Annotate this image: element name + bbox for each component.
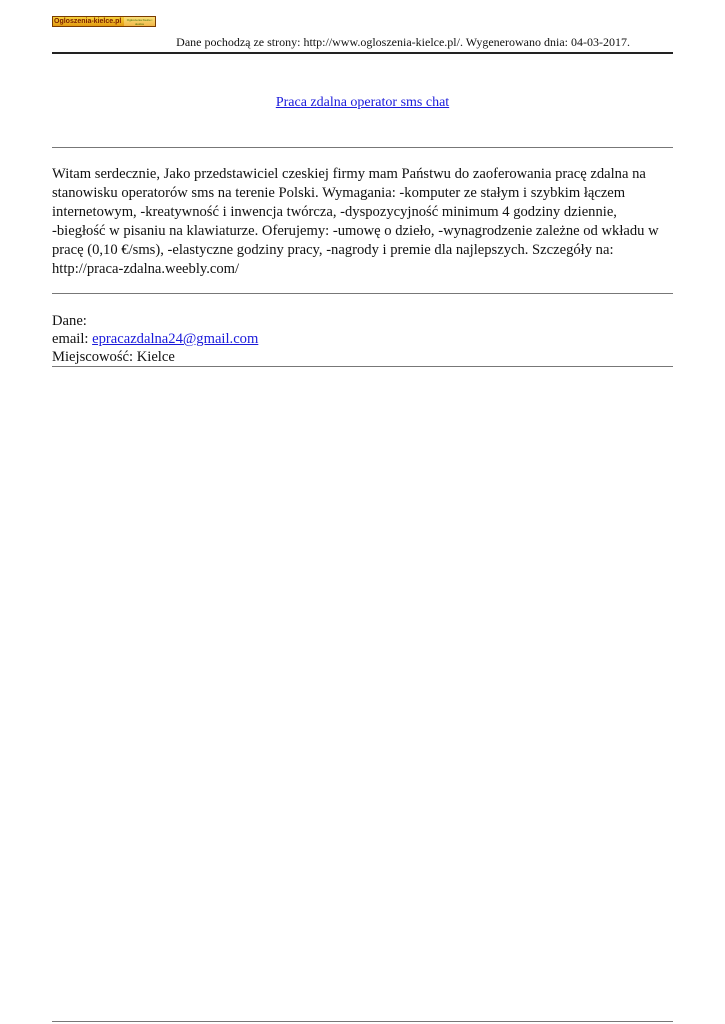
location-value: Kielce xyxy=(136,349,175,365)
location-row xyxy=(52,348,673,366)
ad-body-line: stanowisku operatorów sms na terenie Polski. Wymagania: -komputer ze stałym i szybkim łączem xyxy=(52,185,626,201)
source-info: Dane pochodzą ze strony: http://www.ogloszenia-kielce.pl/. Wygenerowano dnia: 04-03-2017. xyxy=(176,35,630,49)
site-logo xyxy=(52,16,156,27)
footer-divider xyxy=(52,1021,673,1022)
location-label: Miejscowość: xyxy=(52,349,137,365)
ad-body-line: internetowym, -kreatywność i inwencja twórcza, -dyspozycyjność minimum 4 godziny dziennie, xyxy=(52,204,617,220)
ad-body-line: pracę (0,10 €/sms), -elastyczne godziny pracy, -nagrody i premie dla najlepszych. Szczegóły na: xyxy=(52,242,614,258)
email-label: email: xyxy=(52,331,93,347)
title-divider xyxy=(52,147,673,148)
header-divider xyxy=(52,52,673,54)
logo-tagline: Ogłoszenia Kielce i okolice xyxy=(124,17,155,26)
ad-title-link[interactable]: Praca zdalna operator sms chat xyxy=(275,95,450,110)
email-link[interactable]: epracazdalna24@gmail.com xyxy=(92,331,259,347)
ad-title xyxy=(52,94,673,111)
contact-details xyxy=(52,312,673,366)
ad-body-line: Witam serdecznie, Jako przedstawiciel czeskiej firmy mam Państwu do zaoferowania pracę zdalna na xyxy=(52,166,646,182)
logo-name: Ogloszenia-kielce.pl xyxy=(53,17,124,26)
ad-body xyxy=(52,165,673,279)
details-divider xyxy=(52,366,673,367)
details-heading: Dane: xyxy=(52,313,87,329)
email-row xyxy=(52,330,673,348)
ad-body-line: http://praca-zdalna.weebly.com/ xyxy=(52,261,240,277)
ad-body-line: -biegłość w pisaniu na klawiaturze. Oferujemy: -umowę o dzieło, -wynagrodzenie zależne od wkładu w xyxy=(52,223,659,239)
body-divider xyxy=(52,293,673,294)
